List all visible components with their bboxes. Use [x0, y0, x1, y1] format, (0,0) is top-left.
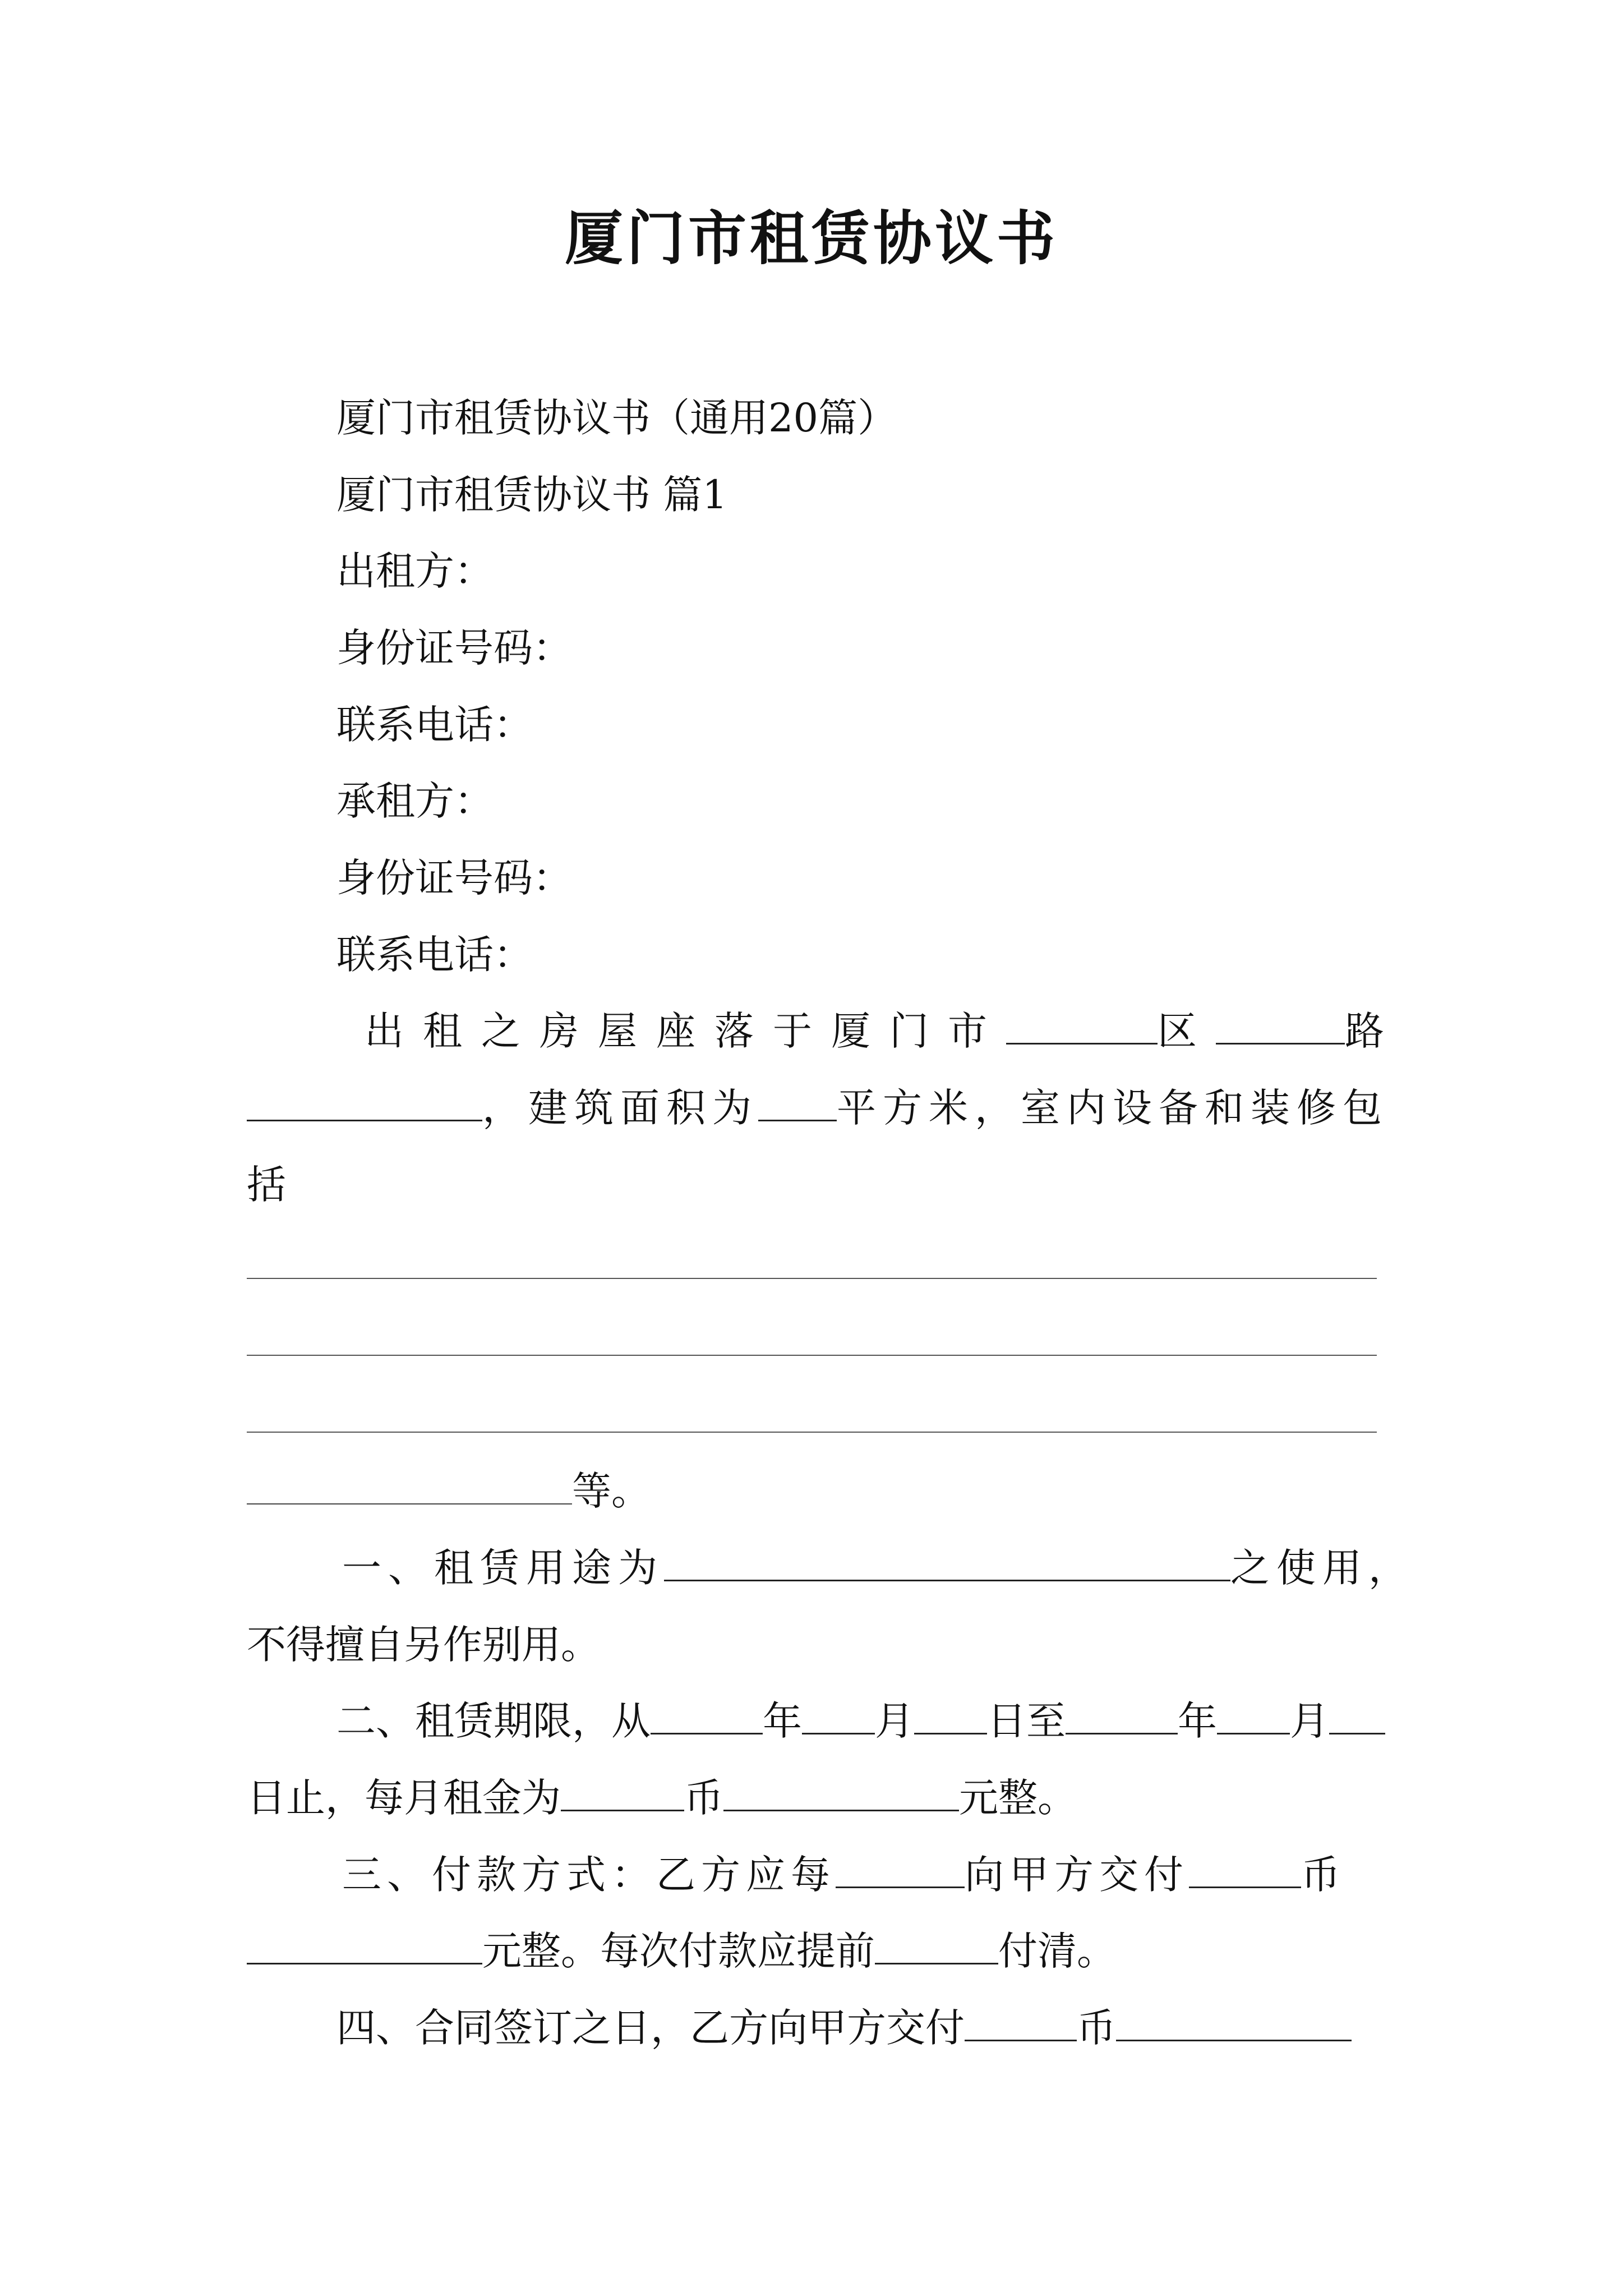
- clause-3-line-2: [247, 1923, 1116, 1979]
- payment-method-label: 三、付款方式：乙方应每: [342, 1852, 836, 1898]
- deposit-currency-blank: [965, 2000, 1077, 2041]
- district-label: 区: [1158, 1008, 1216, 1054]
- currency-label: 币: [684, 1775, 723, 1821]
- day-to-label: 日至: [987, 1698, 1066, 1744]
- month-label-2: 月: [1290, 1698, 1329, 1744]
- start-day-blank: [914, 1694, 987, 1734]
- lessor-label: 出租方：: [336, 548, 494, 594]
- payment-amount-blank: [247, 1924, 482, 1964]
- deposit-amount-blank: [1116, 2000, 1352, 2041]
- clause-2-term-label: 二、租赁期限，从: [336, 1698, 651, 1744]
- document-title: 厦门市租赁协议书: [564, 204, 1058, 273]
- lessor-phone-label: 联系电话：: [336, 702, 533, 748]
- property-line-4: [247, 1463, 651, 1519]
- payment-currency-blank: [1189, 1847, 1301, 1888]
- start-year-blank: [651, 1694, 763, 1734]
- clause-1-line-1: [342, 1540, 1414, 1596]
- clause-2-line-1: [336, 1693, 1385, 1749]
- lessee-id-label: 身份证号码：: [336, 855, 572, 901]
- area-blank: [758, 1080, 837, 1121]
- equipment-blank-line-1: [247, 1278, 1377, 1279]
- start-month-blank: [802, 1694, 875, 1734]
- road-number-blank: [247, 1080, 482, 1121]
- payment-currency-label: 币: [1301, 1852, 1346, 1898]
- payment-period-blank: [836, 1847, 965, 1888]
- clause-1-use-label: 之使用，: [1230, 1545, 1414, 1591]
- rent-yuan-label: 元整。: [959, 1775, 1077, 1821]
- year-label: 年: [763, 1698, 802, 1744]
- property-line-2: [247, 1080, 1389, 1136]
- clause-1-line-2: 不得擅自另作别用。: [247, 1622, 600, 1668]
- road-label: 路: [1345, 1008, 1403, 1054]
- deposit-currency-label: 币: [1077, 2005, 1116, 2051]
- road-blank: [1216, 1004, 1345, 1045]
- rent-label: 日止，每月租金为: [247, 1775, 561, 1821]
- equipment-blank-line-2: [247, 1355, 1377, 1356]
- payment-advance-label: 元整。每次付款应提前: [482, 1928, 875, 1974]
- clause-2-line-2: [247, 1770, 1077, 1826]
- clause-3-line-1: [342, 1847, 1346, 1903]
- purpose-blank: [664, 1540, 1230, 1581]
- equipment-end-blank: [247, 1464, 572, 1504]
- rent-amount-blank: [723, 1770, 959, 1811]
- rent-currency-blank: [561, 1770, 684, 1811]
- area-label: ，建筑面积为: [482, 1085, 758, 1131]
- deposit-label: 四、合同签订之日，乙方向甲方交付: [336, 2005, 965, 2051]
- pay-to-label: 向甲方交付: [965, 1852, 1189, 1898]
- end-day-blank: [1329, 1694, 1385, 1734]
- property-line-3: 括: [247, 1162, 286, 1208]
- property-location-text: 出租之房屋座落于厦门市: [365, 1008, 1006, 1054]
- clause-1-purpose-label: 一、租赁用途为: [342, 1545, 664, 1591]
- equipment-label: 平方米，室内设备和装修包: [837, 1085, 1389, 1131]
- lessee-phone-label: 联系电话：: [336, 932, 533, 978]
- chapter-heading: 厦门市租赁协议书 篇1: [336, 472, 727, 518]
- year-label-2: 年: [1178, 1698, 1217, 1744]
- clause-4-line-1: [336, 2000, 1352, 2056]
- month-label: 月: [875, 1698, 914, 1744]
- equipment-end-text: 等。: [572, 1468, 651, 1514]
- property-line-1: [365, 1003, 1403, 1059]
- end-month-blank: [1217, 1694, 1290, 1734]
- end-year-blank: [1066, 1694, 1178, 1734]
- district-blank: [1006, 1004, 1158, 1045]
- equipment-blank-line-3: [247, 1432, 1377, 1433]
- lessor-id-label: 身份证号码：: [336, 625, 572, 671]
- advance-time-blank: [875, 1924, 998, 1964]
- document-subtitle: 厦门市租赁协议书（通用20篇）: [336, 395, 897, 441]
- lessee-label: 承租方：: [336, 778, 494, 824]
- paid-off-label: 付清。: [998, 1928, 1116, 1974]
